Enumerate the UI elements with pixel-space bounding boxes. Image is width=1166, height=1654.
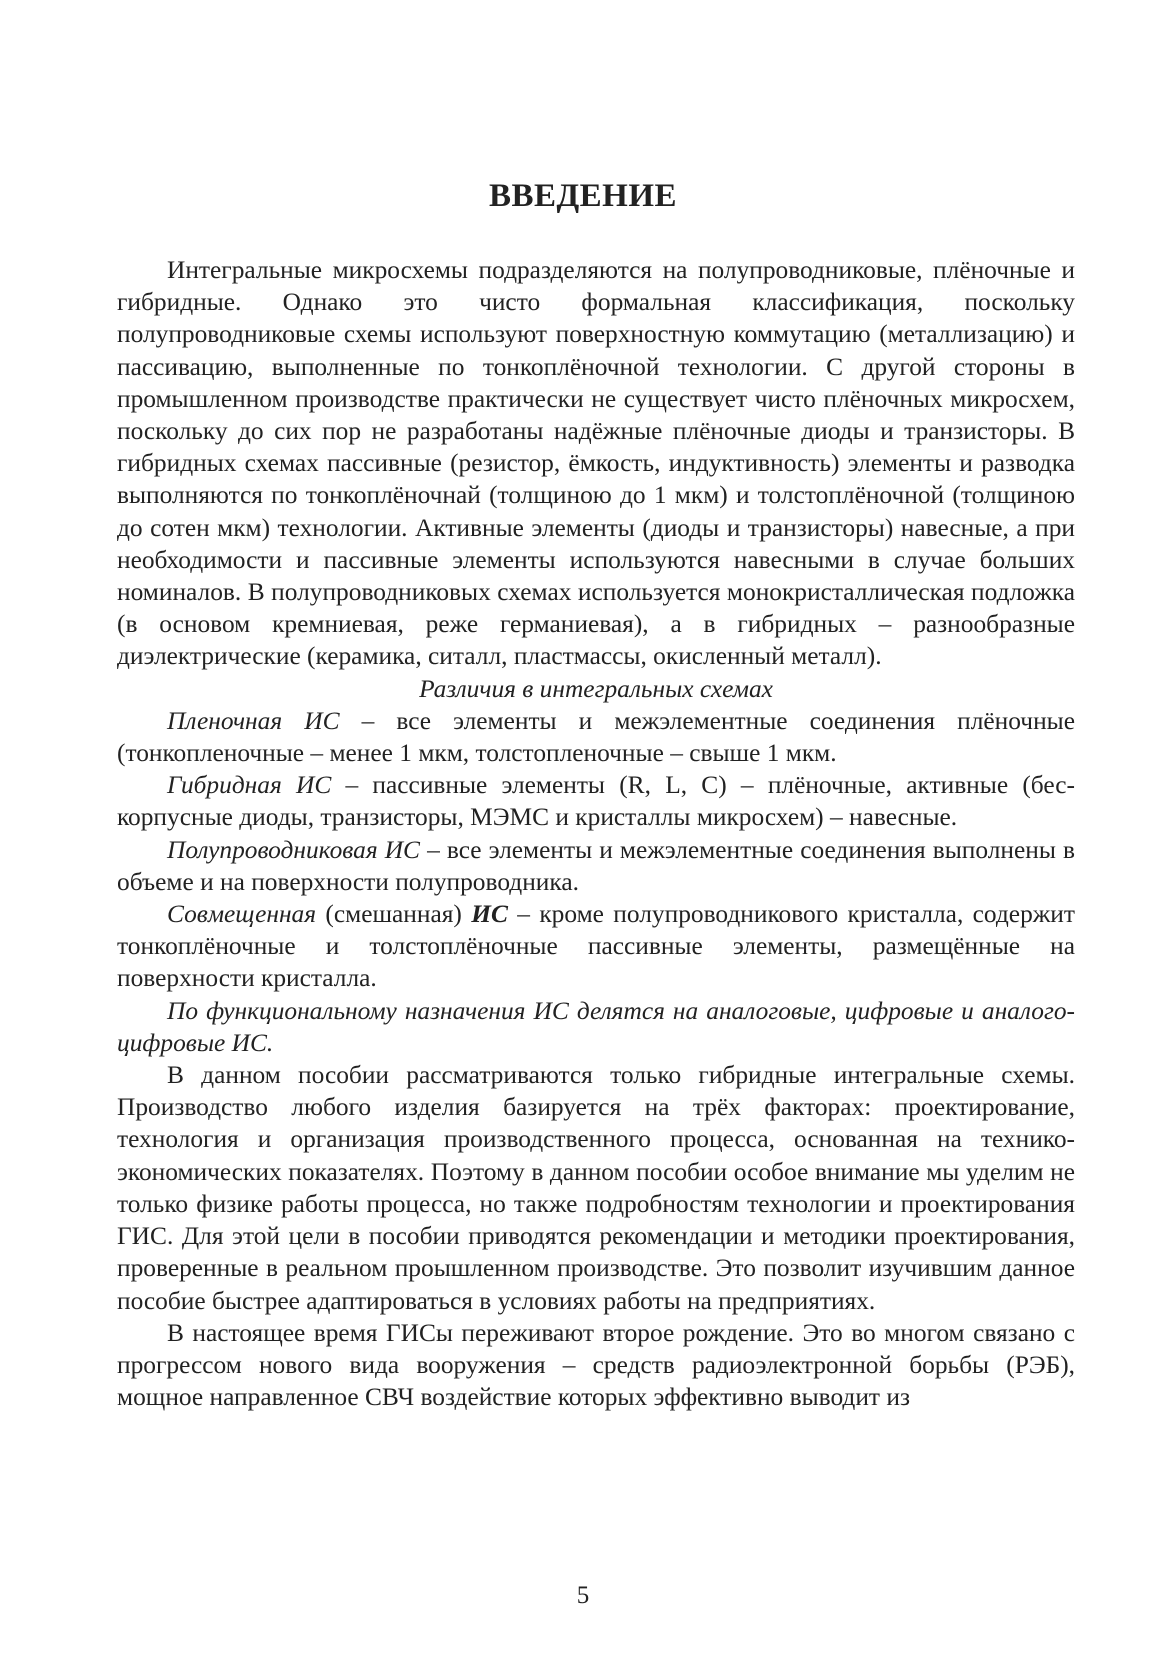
body-text [117,254,1075,1413]
page-title: ВВЕДЕНИЕ [488,178,678,214]
paragraph-hybrid-ic [117,769,1075,833]
definition-semiconductor-ic: – все элементы и межэлементные соединения выполнены в объеме и на поверхности полупроводника. [117,835,1075,896]
term-combined-abbr: ИС [471,900,508,929]
definition-film-ic: – все элементы и межэлементные соединения плёночные (тонкопленочные – менее 1 мкм, толстопленочные – свыше 1 мкм. [117,706,1075,768]
term-film-ic: Пленочная ИС [167,706,340,735]
term-hybrid-ic: Гибридная ИС [167,771,332,800]
definition-hybrid-ic: – пассивные элементы (R, L, C) – плёночные, активные (бескорпусные диоды, транзисторы, МЭМС и кристаллы микросхем) – навесные. [117,771,1076,832]
section-subheading: Различия в интегральных схемах [419,674,773,703]
paragraph-intro: Интегральные микросхемы подразделяются на полупроводниковые, плёночные и гибридные. Однако это чисто формальная классификация, поскольку полупроводниковые схемы используют поверхностную коммутацию (металлизацию) и пассивацию, выполненные по тонкоплёночной технологии. С другой стороны в промышленном производстве практически не существует чисто плёночных микросхем, поскольку до сих пор не разработаны надёжные плёночные диоды и транзисторы. В гибридных схемах пассивные (резистор, ёмкость, индуктивность) элементы и разводка выполняются по тонкоплёночнай (толщиною до 1 мкм) и толстоплёночной (толщиною до сотен мкм) технологии. Активные элементы (диоды и транзисторы) навесные, а при необходимости и пассивные элементы используются навесными в случае больших номиналов. В полупроводниковых схемах используется монокристаллическая подложка (в основом кремниевая, реже германиевая), а в гибридных – разнообразные диэлектрические (керамика, ситалл, пластмассы, окисленный металл). [117,256,1075,671]
term-combined: Совмещенная [167,900,317,929]
paragraph-present: В настоящее время ГИСы переживают второе рождение. Это во многом связано с прогрессом нового вида вооружения – средств радиоэлектронной борьбы (РЭБ), мощное направленное СВЧ воздействие которых эффективно выводит из [117,1318,1075,1412]
paragraph-functional: По функциональному назначения ИС делятся на аналоговые, цифровые и аналого-цифровые ИС. [117,996,1075,1057]
paragraph-manual: В данном пособии рассматриваются только гибридные интегральные схемы. Производство любого изделия базируется на трёх факторах: проектирование, технология и организация производственного процесса, основанная на технико-экономических показателях. Поэтому в данном пособии особое внимание мы уделим не только физике работы процесса, но также подробностям технологии и проектирования ГИС. Для этой цели в пособии приводятся рекомендации и методики проектирования, проверенные в реальном проышленном производстве. Это позволит изучившим данное пособие быстрее адаптироваться в условиях работы на предприятиях. [117,1061,1075,1315]
paragraph-film-ic [117,705,1075,769]
paragraph-combined-ic [117,898,1075,995]
page-number: 5 [576,1582,590,1609]
term-semiconductor-ic: Полупроводниковая ИС [167,835,420,864]
paragraph-semiconductor-ic [117,834,1075,898]
term-combined-paren: (смешанная) [316,900,472,929]
definition-combined-ic: – кроме полупроводникового кристалла, содержит тонкоплёночные и толстоплёночные пассивные элементы, размещённые на поверхности кристалла. [117,900,1075,993]
